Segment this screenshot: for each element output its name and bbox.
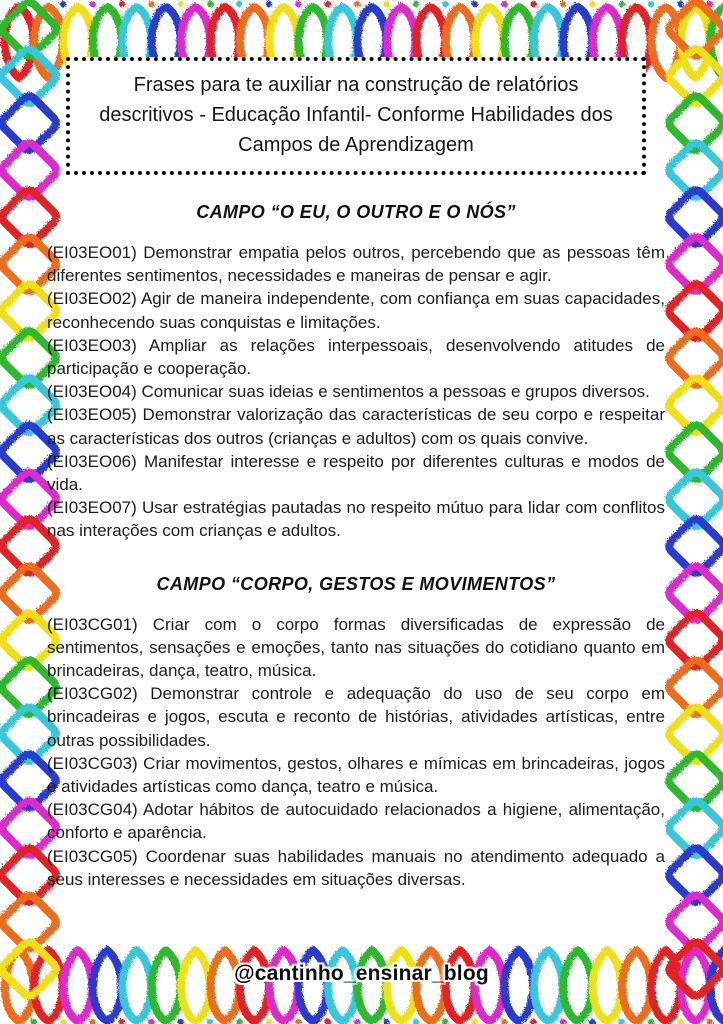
skill-code: (EI03EO06)	[47, 451, 137, 471]
page-title: Frases para te auxiliar na construção de relatórios descritivos - Educação Infantil- Conforme Habilidades dos Campos de Aprendizagem	[99, 74, 613, 156]
campo-section	[47, 202, 665, 543]
skill-phrase	[47, 682, 665, 752]
skill-text: Ampliar as relações interpessoais, desenvolvendo atitudes de participação e cooperação.	[47, 335, 665, 379]
skill-code: (EI03CG01)	[47, 614, 138, 634]
skill-code: (EI03EO07)	[47, 498, 137, 518]
title-box	[66, 57, 646, 175]
skill-code: (EI03EO02)	[47, 289, 137, 309]
skill-text: Comunicar suas ideias e sentimentos a pessoas e grupos diversos.	[141, 382, 650, 402]
skill-phrase	[47, 845, 665, 891]
skill-text: Usar estratégias pautadas no respeito mútuo para lidar com conflitos nas interações com crianças e adultos.	[47, 498, 665, 541]
skill-code: (EI03CG05)	[47, 846, 138, 866]
skill-code: (EI03EO05)	[47, 405, 137, 425]
skill-code: (EI03CG02)	[47, 684, 138, 704]
campo-heading: CAMPO “CORPO, GESTOS E MOVIMENTOS”	[156, 573, 556, 594]
skill-code: (EI03EO04)	[47, 382, 137, 402]
skill-text: Demonstrar empatia pelos outros, percebendo que as pessoas têm diferentes sentimentos, necessidades e maneiras de pensar e agir.	[47, 243, 665, 286]
skill-text: Manifestar interesse e respeito por diferentes culturas e modos de vida.	[47, 451, 665, 495]
campo-heading: CAMPO “O EU, O OUTRO E O NÓS”	[196, 202, 516, 222]
skill-phrase	[47, 380, 665, 403]
campo-section	[47, 574, 665, 891]
skill-text: Agir de maneira independente, com confiança em suas capacidades, reconhecendo suas conquistas e limitações.	[47, 289, 665, 332]
skill-code: (EI03CG04)	[47, 800, 138, 820]
phrase-list	[47, 241, 665, 543]
skill-phrase	[47, 752, 665, 798]
skill-phrase	[47, 287, 665, 333]
skill-text: Demonstrar controle e adequação do uso de seu corpo em brincadeiras e jogos, escuta e reconto de histórias, atividades artísticas, entre outras possibilidades.	[47, 684, 665, 750]
footer-handle: @cantinho_ensinar_blog	[234, 962, 489, 985]
skill-phrase	[47, 334, 665, 380]
skill-phrase	[47, 496, 665, 542]
skill-text: Coordenar suas habilidades manuais no atendimento adequado a seus interesses e necessidades em situações diversas.	[47, 846, 665, 889]
page-content	[47, 0, 665, 891]
skill-phrase	[47, 403, 665, 449]
skill-code: (EI03EO01)	[47, 243, 137, 262]
skill-text: Criar movimentos, gestos, olhares e mímicas em brincadeiras, jogos e atividades artísticas como dança, teatro e música.	[47, 753, 665, 797]
skill-text: Criar com o corpo formas diversificadas de expressão de sentimentos, sensações e emoções, tanto nas situações do cotidiano quanto em brincadeiras, dança, teatro, música.	[47, 614, 666, 681]
skill-code: (EI03CG03)	[47, 753, 138, 773]
phrase-list	[47, 613, 665, 891]
skill-phrase	[47, 798, 665, 844]
skill-text: Adotar hábitos de autocuidado relacionados a higiene, alimentação, conforto e aparência.	[47, 800, 665, 843]
skill-code: (EI03EO03)	[47, 335, 137, 355]
skill-phrase	[47, 613, 665, 683]
skill-text: Demonstrar valorização das características de seu corpo e respeitar as características dos outros (crianças e adultos) com os quais convive.	[47, 405, 665, 448]
skill-phrase	[47, 241, 665, 287]
skill-phrase	[47, 450, 665, 496]
sections-container	[47, 202, 665, 891]
